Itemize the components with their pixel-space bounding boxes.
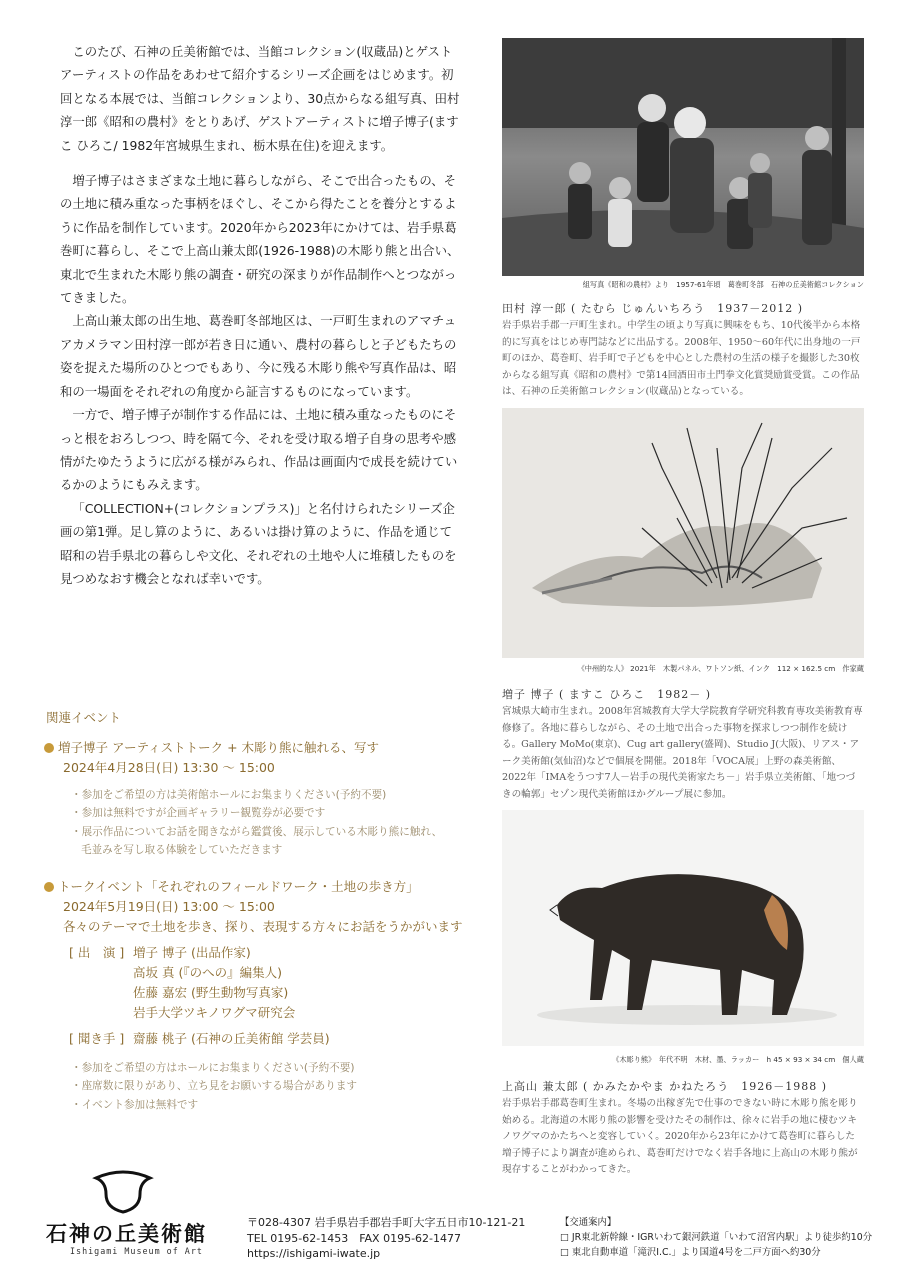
note-item: 毛並みを写し取る体験をしていただきます [81, 843, 283, 856]
intro-paragraph-5: 「COLLECTION+(コレクションプラス)」と名付けられたシリーズ企画の第1弾。足し算のように、あるいは掛け算のように、作品を通じて昭和の岩手県北の暮らしや文化、それぞれの土地や人に堆積したものを見つめなおす機会となれば幸いです。 [60, 500, 457, 586]
note-item: ・ 参加をご希望の方は美術館ホールにお集まりください(予約不要) [71, 786, 464, 804]
masuko-bio: 宮城県大崎市生まれ。2008年宮城教育大学大学院教育学研究科教育専攻美術教育専修修了。各地に暮らしながら、その土地で出合った事物を探求しつつ制作を続ける。Gallery MoMo(東京)、Cug art gallery(盛岡)、Studio J(大阪)、リアス・アーク美術館(気仙沼)などで個展を開催。2018年「VOCA展」上野の森美術館、2022年「IMAをうつす7人－岩手の現代美術家たち－」岩手県立美術館、「地つづきの輪郭」セゾン現代美術館ほかグループ展に参加。 [502, 706, 863, 800]
speaker: 増子 博子 (出品作家) [133, 945, 251, 961]
event-2-notes [71, 1059, 464, 1114]
event-1-title: 増子博子 アーティストトーク + 木彫り熊に触れる、写す [58, 740, 380, 755]
intro-paragraph-4: 一方で、増子博子が制作する作品には、土地に積み重なったものにそっと根をおろしつつ、時を隔て今、それを受け取る増子自身の思考や感情がたゆたうように広がる様がみられ、作品は画面内で成長を続けているかのようにもみえます。 [60, 407, 458, 493]
event-2 [44, 877, 464, 1114]
note-item: ・ 座席数に限りがあり、立ち見をお願いする場合があります [71, 1077, 464, 1095]
bullet-dot-icon [44, 743, 54, 753]
host: 齋藤 桃子 (石神の丘美術館 学芸員) [133, 1031, 330, 1047]
intro-paragraph-1: このたび、石神の丘美術館では、当館コレクション(収蔵品)とゲストアーティストの作品をあわせて紹介するシリーズ企画をはじめます。初回となる本展では、当館コレクションより、30点からなる組写真、田村淳一郎《昭和の農村》をとりあげ、ゲストアーティストに増子博子(ますこ ひろこ/ 1982年宮城県生まれ、栃木県在住)を迎えます。 [60, 44, 460, 153]
speakers [69, 943, 464, 1049]
bullet-dot-icon [44, 882, 54, 892]
photo-2-caption: 《中州的な人》 2021年 木製パネル、ワトソン紙、インク 112 × 162.5 cm 作家蔵 [577, 664, 864, 673]
speaker: 佐藤 嘉宏 (野生動物写真家) [133, 985, 289, 1001]
events-heading: 関連イベント [46, 710, 122, 725]
speaker: 高坂 真 (『のへの』編集人) [133, 965, 282, 981]
photo-1-caption: 組写真《昭和の農村》より 1957-61年頃 葛巻町冬部 石神の丘美術館コレクション [582, 280, 864, 289]
contact-info [247, 1215, 525, 1262]
museum-name-en: Ishigami Museum of Art [70, 1246, 203, 1256]
note-item: ・ 参加は無料ですが企画ギャラリー観覧券が必要です [71, 804, 464, 822]
photo-3-caption: 《木彫り熊》 年代不明 木材、墨、ラッカー h 45 × 93 × 34 cm 個人蔵 [612, 1055, 864, 1064]
photo-drawing [502, 408, 864, 658]
phone-fax: TEL 0195-62-1453 FAX 0195-62-1477 [247, 1231, 462, 1245]
photo-wooden-bear [502, 810, 864, 1046]
host-label: [ 聞き手 ] [69, 1031, 125, 1047]
note-item: ・ イベント参加は無料です [71, 1096, 464, 1114]
event-2-title: トークイベント「それぞれのフィールドワーク・土地の歩き方」 [58, 879, 419, 895]
related-events [44, 708, 464, 1114]
access-item: □ JR東北新幹線・IGRいわて銀河鉄道「いわて沼宮内駅」より徒歩約10分 [560, 1232, 873, 1243]
intro-paragraph-2: 増子博子はさまざまな土地に暮らしながら、そこで出合ったもの、その土地に積み重なった事柄をほぐし、そこから得たことを養分とするように作品を制作しています。2020年から2023年にかけては、岩手県葛巻町に暮らし、そこで上高山兼太郎(1926-1988)の木彫り熊と出合い、東北で生まれた木彫り熊の調査・研究の深まりが作品制作へとつながってきました。 [60, 173, 460, 306]
speakers-label: [ 出 演 ] [69, 945, 125, 961]
root-drawing-artwork [502, 408, 864, 658]
museum-name: 石神の丘美術館 [46, 1221, 207, 1246]
tamura-name: 田村 淳一郎 ( たむら じゅんいちろう 1937－2012 ) [502, 302, 804, 315]
tamura-bio: 岩手県岩手郡一戸町生まれ。中学生の頃より写真に興味をもち、10代後半から本格的に写真をはじめ専門誌などに出品する。2008年、1950～60年代に出身地の一戸町のほか、葛巻町、岩手町で子どもを中心とした農村の生活の様子を撮影した30枚からなる組写真《昭和の農村》で第14回酒田市土門拳文化賞奨励賞受賞。この作品は、石神の丘美術館コレクション(収蔵品)となっている。 [502, 320, 861, 397]
event-1 [44, 738, 464, 859]
intro-paragraph-3: 上高山兼太郎の出生地、葛巻町冬部地区は、一戸町生まれのアマチュアカメラマン田村淳一郎が若き日に通い、農村の暮らしと子どもたちの姿を捉えた場所のひとつでもあり、今に残る木彫り熊や写真作品は、昭和の一場面をそれぞれの角度から証言するものになっています。 [60, 313, 457, 399]
website-link[interactable]: https://ishigami-iwate.jp [247, 1247, 381, 1260]
intro-text [60, 40, 460, 590]
access-heading: 【交通案内】 [560, 1217, 617, 1228]
access-info [560, 1215, 872, 1260]
village-children-photo [502, 38, 864, 276]
access-item: □ 東北自動車道「滝沢I.C.」より国道4号を二戸方面へ約30分 [560, 1247, 821, 1258]
note-item: ・ 参加をご希望の方はホールにお集まりください(予約不要) [71, 1059, 464, 1077]
speaker: 岩手大学ツキノワグマ研究会 [133, 1005, 296, 1021]
event-2-date: 2024年5月19日(日) 13:00 ～ 15:00 [63, 899, 275, 915]
event-1-date: 2024年4月28日(日) 13:30 ～ 15:00 [63, 760, 275, 775]
event-2-description: 各々のテーマで土地を歩き、探り、表現する方々にお話をうかがいます [63, 919, 463, 935]
museum-logo-icon [88, 1168, 158, 1216]
kamitakayama-name: 上高山 兼太郎 ( かみたかやま かねたろう 1926－1988 ) [502, 1080, 828, 1093]
note-item: ・ 展示作品についてお話を聞きながら鑑賞後、展示している木彫り熊に触れ、 [71, 823, 464, 841]
photo-showa-village [502, 38, 864, 276]
event-1-notes [71, 786, 464, 859]
masuko-name: 増子 博子 ( ますこ ひろこ 1982－ ) [502, 688, 712, 701]
wooden-bear-artwork [502, 810, 864, 1046]
kamitakayama-bio: 岩手県岩手郡葛巻町生まれ。冬場の出稼ぎ先で仕事のできない時に木彫り熊を彫り始める。北海道の木彫り熊の影響を受けたその制作は、徐々に岩手の地に棲むツキノワグマのかたちへと変容していく。2020年から23年にかけて葛巻町に暮らした増子博子により調査が進められ、葛巻町だけでなく岩手各地に上高山の木彫り熊が現存することがわかってきた。 [502, 1098, 858, 1175]
address: 〒028-4307 岩手県岩手郡岩手町大字五日市10-121-21 [247, 1216, 526, 1229]
